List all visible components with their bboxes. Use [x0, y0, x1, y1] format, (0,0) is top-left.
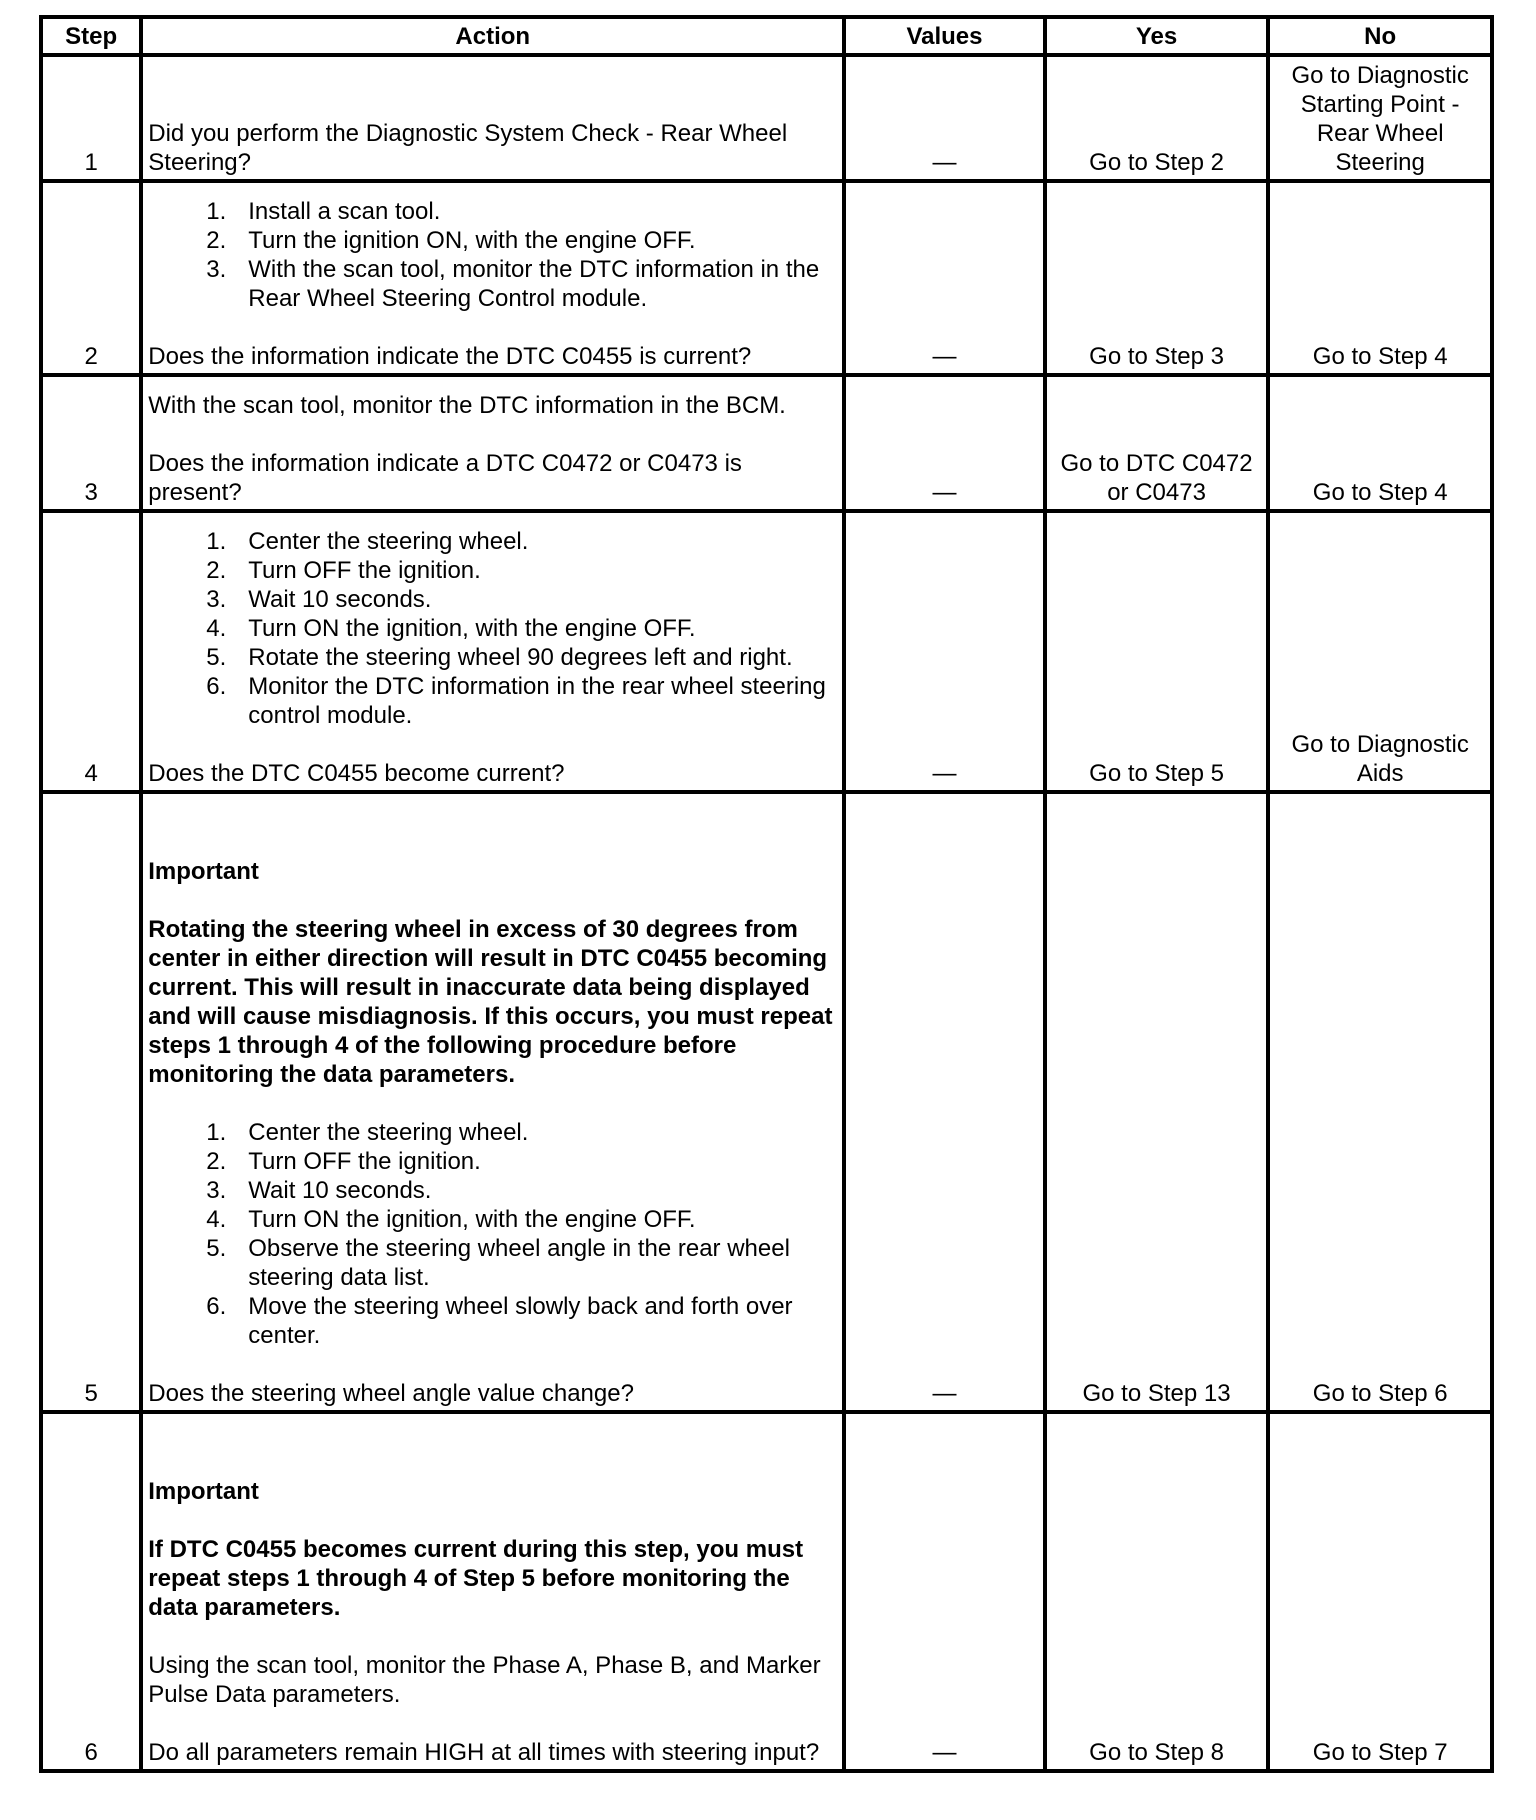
- yes-cell: Go to Step 8: [1045, 1412, 1269, 1771]
- table-row: [41, 375, 1492, 511]
- action-cell: [141, 511, 844, 792]
- header-row: [41, 17, 1492, 55]
- action-cell: [141, 792, 844, 1412]
- table-row: [41, 511, 1492, 792]
- no-cell: Go to Step 7: [1268, 1412, 1492, 1771]
- values-cell: —: [844, 1412, 1045, 1771]
- table-row: [41, 55, 1492, 181]
- table-row: [41, 181, 1492, 375]
- step-number: 4: [41, 511, 141, 792]
- step-number: 1: [41, 55, 141, 181]
- values-cell: —: [844, 375, 1045, 511]
- list-item: 4 . Turn ON the ignition, with the engine OFF.: [148, 614, 837, 643]
- action-cell: [141, 181, 844, 375]
- list-item: 6 . Monitor the DTC information in the rear wheel steering control module.: [148, 672, 837, 730]
- important-note: Rotating the steering wheel in excess of 30 degrees from center in either direction will result in DTC C0455 becoming current. This will result in inaccurate data being displayed and will cause misdiagnosis. If this occurs, you must repeat steps 1 through 4 of the following procedure before monitoring the data parameters.: [148, 916, 833, 1088]
- important-label: Important: [148, 1478, 259, 1505]
- action-question: Does the information indicate the DTC C0455 is current?: [148, 343, 752, 370]
- no-cell: Go to Diagnostic Aids: [1268, 511, 1492, 792]
- no-cell: Go to Diagnostic Starting Point - Rear Wheel Steering: [1268, 55, 1492, 181]
- values-cell: —: [844, 55, 1045, 181]
- no-cell: Go to Step 6: [1268, 792, 1492, 1412]
- table-row: [41, 1412, 1492, 1771]
- list-item: 3 . Wait 10 seconds.: [148, 1176, 837, 1205]
- table-row: [41, 792, 1492, 1412]
- yes-cell: Go to Step 5: [1045, 511, 1269, 792]
- list-item: 1 . Center the steering wheel.: [148, 527, 837, 556]
- list-item: 5 . Rotate the steering wheel 90 degrees left and right.: [148, 643, 837, 672]
- yes-cell: Go to Step 13: [1045, 792, 1269, 1412]
- header-step: Step: [41, 17, 141, 55]
- list-item: 2 . Turn OFF the ignition.: [148, 556, 837, 585]
- diagnostic-page: [39, 15, 1494, 1773]
- procedure-list: [148, 197, 837, 313]
- action-text: With the scan tool, monitor the DTC information in the BCM.: [148, 392, 786, 419]
- header-yes: Yes: [1045, 17, 1269, 55]
- action-cell: [141, 375, 844, 511]
- step-number: 5: [41, 792, 141, 1412]
- no-cell: Go to Step 4: [1268, 375, 1492, 511]
- important-note: If DTC C0455 becomes current during this step, you must repeat steps 1 through 4 of Step 5 before monitoring the data parameters.: [148, 1536, 804, 1621]
- header-no: No: [1268, 17, 1492, 55]
- list-item: 4 . Turn ON the ignition, with the engine OFF.: [148, 1205, 837, 1234]
- action-cell: [141, 55, 844, 181]
- values-cell: —: [844, 181, 1045, 375]
- action-question: Do all parameters remain HIGH at all times with steering input?: [148, 1739, 820, 1766]
- action-text: Did you perform the Diagnostic System Check - Rear Wheel Steering?: [148, 120, 788, 176]
- header-values: Values: [844, 17, 1045, 55]
- values-cell: —: [844, 511, 1045, 792]
- no-cell: Go to Step 4: [1268, 181, 1492, 375]
- list-item: 3 . Wait 10 seconds.: [148, 585, 837, 614]
- list-item: 2 . Turn OFF the ignition.: [148, 1147, 837, 1176]
- list-item: 1 . Install a scan tool.: [148, 197, 837, 226]
- procedure-list: [148, 527, 837, 730]
- list-item: 3 . With the scan tool, monitor the DTC information in the Rear Wheel Steering Control module.: [148, 255, 837, 313]
- step-number: 3: [41, 375, 141, 511]
- values-cell: —: [844, 792, 1045, 1412]
- important-label: Important: [148, 858, 259, 885]
- list-item: 1 . Center the steering wheel.: [148, 1118, 837, 1147]
- yes-cell: Go to DTC C0472 or C0473: [1045, 375, 1269, 511]
- action-question: Does the information indicate a DTC C0472 or C0473 is present?: [148, 450, 742, 506]
- action-text: Using the scan tool, monitor the Phase A, Phase B, and Marker Pulse Data parameters.: [148, 1652, 821, 1708]
- list-item: 2 . Turn the ignition ON, with the engine OFF.: [148, 226, 837, 255]
- list-item: 6 . Move the steering wheel slowly back and forth over center.: [148, 1292, 837, 1350]
- action-question: Does the steering wheel angle value change?: [148, 1380, 634, 1407]
- action-cell: [141, 1412, 844, 1771]
- step-number: 2: [41, 181, 141, 375]
- procedure-list: [148, 1118, 837, 1350]
- yes-cell: Go to Step 2: [1045, 55, 1269, 181]
- list-item: 5 . Observe the steering wheel angle in the rear wheel steering data list.: [148, 1234, 837, 1292]
- step-number: 6: [41, 1412, 141, 1771]
- diagnostic-table: [39, 15, 1494, 1773]
- action-question: Does the DTC C0455 become current?: [148, 760, 565, 787]
- yes-cell: Go to Step 3: [1045, 181, 1269, 375]
- header-action: Action: [141, 17, 844, 55]
